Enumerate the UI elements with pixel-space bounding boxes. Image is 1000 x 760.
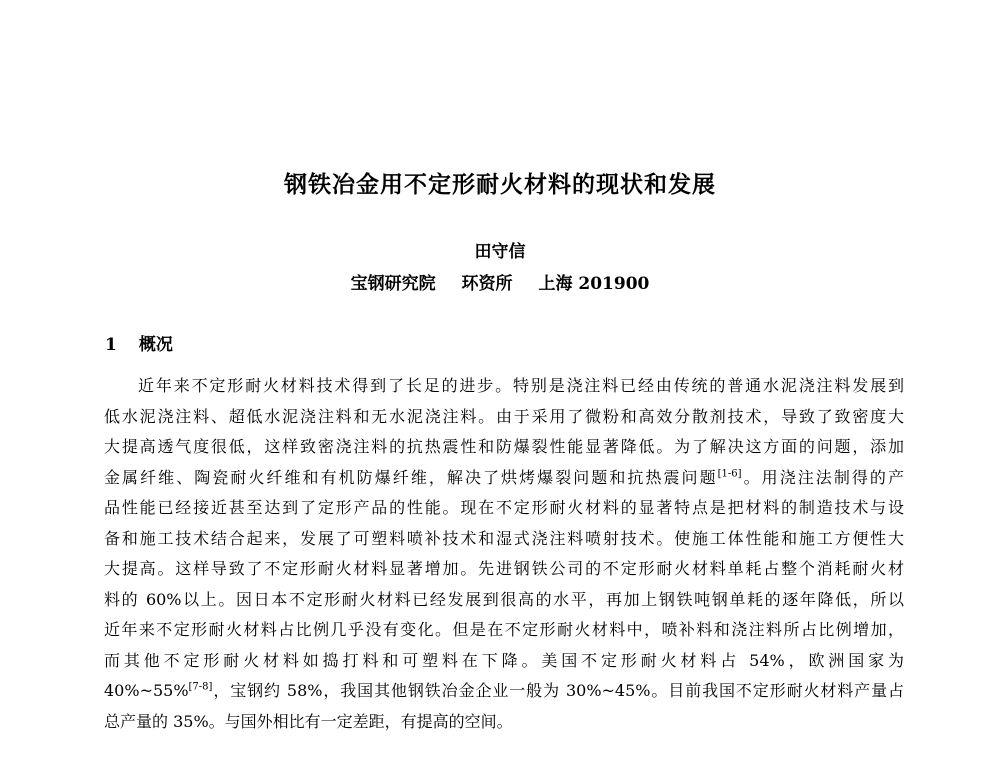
text-line: 低水泥浇注料、超低水泥浇注料和无水泥浇注料。由于采用了微粉和高效分散剂技术，导致了致密度大 — [104, 406, 904, 426]
text-line: 品性能已经接近甚至达到了定形产品的性能。现在不定形耐火材料的显著特点是把材料的制造技术与设 — [104, 498, 904, 517]
section-heading — [105, 333, 173, 357]
text-segment: 。用浇注法制得的产 — [741, 467, 904, 487]
text-line: 大提高透气度很低，这样致密浇注料的抗热震性和防爆裂性能显著降低。为了解决这方面的问题，添加 — [104, 437, 904, 456]
section-title: 概况 — [138, 335, 173, 355]
text-line: 大提高。这样导致了不定形耐火材料显著增加。先进钢铁公司的不定形耐火材料单耗占整个消耗耐火材 — [104, 559, 904, 578]
paper-title: 钢铁冶金用不定形耐火材料的现状和发展 — [284, 172, 716, 198]
author-affiliation — [0, 272, 1000, 296]
text-line — [104, 463, 904, 494]
affiliation-institute: 宝钢研究院 — [350, 274, 436, 294]
text-line: 备和施工技术结合起来，发展了可塑料喷补技术和湿式浇注料喷射技术。使施工体性能和施工方便性大 — [104, 528, 904, 548]
text-line — [104, 676, 904, 707]
citation-superscript: [1-6] — [717, 468, 742, 480]
text-line: 总产量的 35%。与国外相比有一定差距，有提高的空间。 — [104, 711, 513, 731]
text-line: 近年来不定形耐火材料技术得到了长足的进步。特别是浇注料已经由传统的普通水泥浇注料发展到 — [138, 376, 904, 395]
affiliation-department: 环资所 — [461, 274, 513, 294]
affiliation-city-zip: 上海 201900 — [538, 274, 650, 294]
text-segment: 40%~55% — [104, 681, 189, 700]
text-line: 料的 60%以上。因日本不定形耐火材料已经发展到很高的水平，再加上钢铁吨钢单耗的逐年降低，所以 — [104, 589, 904, 609]
author-name: 田守信 — [474, 242, 526, 262]
body-paragraph — [104, 371, 904, 737]
citation-superscript: [7-8] — [188, 681, 213, 693]
text-line: 而其他不定形耐火材料如捣打料和可塑料在下降。美国不定形耐火材料占 54%，欧洲国家为 — [104, 650, 904, 670]
text-segment: ，宝钢约 58%，我国其他钢铁冶金企业一般为 30%~45%。目前我国不定形耐火材料产量占 — [212, 681, 904, 700]
text-segment: 金属纤维、陶瓷耐火纤维和有机防爆纤维，解决了烘烤爆裂问题和抗热震问题 — [104, 467, 718, 487]
section-number: 1 — [105, 335, 117, 355]
text-line: 近年来不定形耐火材料占比例几乎没有变化。但是在不定形耐火材料中，喷补料和浇注料所占比例增加， — [104, 620, 904, 639]
